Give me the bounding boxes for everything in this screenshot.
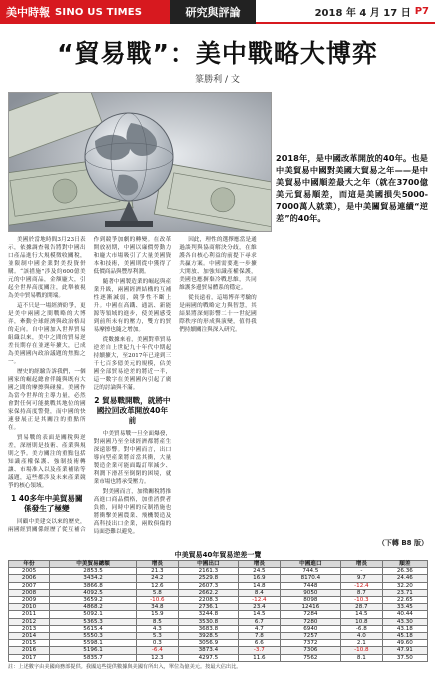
- table-cell: 12416: [280, 604, 340, 611]
- table-cell: 2016: [9, 647, 50, 654]
- table-body: [9, 568, 428, 662]
- table-cell: 2736.1: [178, 604, 238, 611]
- table-cell: 2662.2: [178, 589, 238, 596]
- body-paragraph: 對美國而言，加徵關稅將推高進口商品價格，加重消費者負擔，同時中國的反制措施也將衝擊美國農業、飛機製造及高科技出口企業，兩敗俱傷的局面恐難以避免。: [93, 489, 172, 535]
- body-paragraph: 貿易戰的表面是關稅與逆差，深層則是技術、產業與規則之爭。美方關注的重點包括知識產權保護、強制技術轉讓、市場准入以及產業補貼等議題，這些都涉及未來產業競爭的核心領域。: [8, 435, 86, 489]
- table-cell: 2009: [9, 597, 50, 604]
- table-cell: 7.8: [239, 633, 281, 640]
- table-cell: 28.7: [341, 604, 383, 611]
- brand-english-name: SINO US TIMES: [55, 6, 143, 18]
- table-cell: 3530.8: [178, 618, 238, 625]
- table-cell: 2011: [9, 611, 50, 618]
- table-cell: 2008: [9, 589, 50, 596]
- table-row: [9, 597, 428, 604]
- table-cell: 2161.3: [178, 568, 238, 575]
- table-cell: 7448: [280, 582, 340, 589]
- table-cell: 3866.8: [50, 582, 137, 589]
- table-cell: 14.5: [341, 611, 383, 618]
- table-cell: 8.7: [341, 589, 383, 596]
- table-row: [9, 604, 428, 611]
- table-cell: 3244.8: [178, 611, 238, 618]
- table-cell: 5598.1: [50, 640, 137, 647]
- table-row: [9, 640, 428, 647]
- trade-table: [8, 560, 428, 662]
- masthead: [0, 0, 435, 24]
- table-cell: 2005: [9, 568, 50, 575]
- table-column-header: 中國出口: [178, 561, 238, 568]
- table-cell: 12.3: [137, 654, 179, 661]
- table-row: [9, 611, 428, 618]
- table-cell: 744.5: [280, 568, 340, 575]
- table-cell: 2529.8: [178, 575, 238, 582]
- table-cell: 8.5: [137, 618, 179, 625]
- table-cell: 12.6: [137, 582, 179, 589]
- table-row: [9, 654, 428, 661]
- table-cell: 7562: [280, 654, 340, 661]
- table-cell: 11.6: [239, 654, 281, 661]
- brand-chinese-name: 美中時報: [6, 6, 50, 19]
- newspaper-brand: [0, 0, 170, 24]
- table-column-header: 增長: [239, 561, 281, 568]
- table-cell: 9050: [280, 589, 340, 596]
- table-cell: 34.8: [137, 604, 179, 611]
- table-cell: 5.3: [137, 633, 179, 640]
- table-row: [9, 575, 428, 582]
- table-cell: 10.8: [341, 618, 383, 625]
- table-header-row: [9, 561, 428, 568]
- table-cell: 2208.3: [178, 597, 238, 604]
- table-cell: 2017: [9, 654, 50, 661]
- table-row: [9, 568, 428, 575]
- table-cell: 8170.4: [280, 575, 340, 582]
- table-cell: 24.2: [137, 575, 179, 582]
- table-row: [9, 625, 428, 632]
- table-cell: 2.1: [341, 640, 383, 647]
- table-cell: 23.71: [382, 589, 427, 596]
- table-cell: 24.5: [239, 568, 281, 575]
- table-row: [9, 618, 428, 625]
- table-column-header: 中美貿易總額: [50, 561, 137, 568]
- body-paragraph: 隨著中國製造業的崛起與產業升級，兩國經濟結構的互補性逐漸減弱，競爭性不斷上升。中國在高鐵、通訊、新能源等領域的進步，使美國感受到前所未有的壓力，雙方的貿易摩擦也隨之增加。: [93, 279, 172, 333]
- table-cell: 2607.3: [178, 582, 238, 589]
- table-title: 中美貿易40年貿易逆差一覽: [174, 551, 262, 559]
- table-cell: 43.30: [382, 618, 427, 625]
- table-column-header: 年份: [9, 561, 50, 568]
- table-column-header: 中國進口: [280, 561, 340, 568]
- table-cell: 14.8: [239, 582, 281, 589]
- dateline: [256, 0, 435, 24]
- table-cell: 0.3: [137, 640, 179, 647]
- table-row: [9, 582, 428, 589]
- table-cell: 32.20: [382, 582, 427, 589]
- table-cell: 7280: [280, 618, 340, 625]
- table-cell: 4092.5: [50, 589, 137, 596]
- section-subhead: 1 40多年中美貿易關係發生了極變: [10, 494, 83, 513]
- table-cell: 40.44: [382, 611, 427, 618]
- table-cell: 5092.1: [50, 611, 137, 618]
- table-cell: 4.0: [341, 633, 383, 640]
- table-cell: -: [341, 568, 383, 575]
- table-cell: 9.7: [341, 575, 383, 582]
- body-paragraph: 因此，理性的選擇應當是通過談判與協商解決分歧，在維護各自核心利益的前提下尋求共贏方案。中國需要進一步擴大開放、加強知識產權保護，美國也應摒棄冷戰思維，共同維護多邊貿易體系的穩定。: [179, 237, 257, 291]
- table-column-header: 增長: [137, 561, 179, 568]
- body-paragraph: 這不只是一場經濟紛爭，更是美中兩國之間戰略的大博弈，牽動全球經濟與政治格局的走向。自中國加入世界貿易組織以來，美中之間的貿易逆差長期存在並逐年擴大，已成為美國國內政治議題的焦點之一。: [8, 303, 86, 365]
- table-cell: 23.4: [239, 604, 281, 611]
- table-cell: 22.65: [382, 597, 427, 604]
- pull-quote: 2018年，是中國改革開放的40年。也是中美貿易中國對美國大貿易之年——是中美貿易中國順差最大之年（就在3700億美元貿易順差，而這是美國損失5000-7000萬人就業），是中美關貿易連續“逆差”的40年。: [276, 153, 428, 223]
- table-cell: 7306: [280, 647, 340, 654]
- table-cell: 2010: [9, 604, 50, 611]
- body-paragraph: 回顧中美建交以來的歷史，兩國經貿關係經歷了從互補合作到競爭加劇的轉變。在改革開放初期，中國以廉價勞動力和龐大市場吸引了大量美國資本和技術，美國則從中獲得了低價商品與豐厚利潤。: [8, 237, 172, 533]
- table-cell: 2012: [9, 618, 50, 625]
- table-row: [9, 589, 428, 596]
- section-label: 研究與評論: [170, 0, 256, 24]
- table-cell: -10.8: [341, 647, 383, 654]
- table-cell: 3873.4: [178, 647, 238, 654]
- table-cell: 5550.3: [50, 633, 137, 640]
- table-footnote: 註：上述數字由美國商務部提供。我國這些提供數據與美國有所出入，單位為億美元。按最大佔出比。: [8, 663, 242, 670]
- table-cell: 2013: [9, 625, 50, 632]
- body-paragraph: 中美貿易戰一旦全面爆發，對兩國乃至全球經濟都將產生深遠影響。對中國而言，出口導向型產業將首當其衝，大量製造企業可能面臨訂單減少、利潤下滑甚至倒閉的困境，就業市場也將承受壓力。: [93, 431, 172, 485]
- section-subhead: 2 貿易戰開戰，就將中國拉回改革開放40年前: [94, 396, 171, 425]
- table-cell: 2006: [9, 575, 50, 582]
- table-cell: -12.4: [341, 582, 383, 589]
- article-headline: “貿易戰”：美中戰略大博弈: [57, 39, 378, 68]
- table-cell: 43.18: [382, 625, 427, 632]
- article-photo: [8, 92, 272, 232]
- table-cell: 14.5: [239, 611, 281, 618]
- table-cell: 2014: [9, 633, 50, 640]
- article-body: [8, 236, 428, 536]
- table-cell: -10.6: [137, 597, 179, 604]
- continued-note: （下轉 B8 版）: [377, 539, 428, 547]
- globe-and-dollar-bills-photo: [9, 93, 271, 231]
- table-cell: 15.9: [137, 611, 179, 618]
- table-cell: 45.18: [382, 633, 427, 640]
- body-paragraph: 從長遠看，這場博弈考驗的是兩國的戰略定力與智慧，其結果將深刻影響二十一世紀國際秩序的形成與演變，值得我們持續關注與深入研究。: [179, 295, 257, 333]
- table-cell: 6.6: [239, 640, 281, 647]
- table-cell: 2853.5: [50, 568, 137, 575]
- table-cell: 3056.9: [178, 640, 238, 647]
- table-cell: 8.4: [239, 589, 281, 596]
- table-cell: 3659.2: [50, 597, 137, 604]
- table-cell: 3683.8: [178, 625, 238, 632]
- page-number: P7: [414, 5, 429, 17]
- table-cell: 7372: [280, 640, 340, 647]
- table-cell: -10.3: [341, 597, 383, 604]
- table-cell: 3928.5: [178, 633, 238, 640]
- table-cell: 4.7: [239, 625, 281, 632]
- table-cell: 5365.3: [50, 618, 137, 625]
- table-cell: 5196.1: [50, 647, 137, 654]
- table-cell: 33.45: [382, 604, 427, 611]
- table-cell: 4.3: [137, 625, 179, 632]
- table-cell: 6.7: [239, 618, 281, 625]
- table-row: [9, 633, 428, 640]
- table-column-header: 順差: [382, 561, 427, 568]
- article-byline: 篆勝利 / 文: [195, 75, 240, 85]
- table-cell: 7284: [280, 611, 340, 618]
- table-cell: 7257: [280, 633, 340, 640]
- table-cell: 5.8: [137, 589, 179, 596]
- table-cell: 26.36: [382, 568, 427, 575]
- table-cell: -12.4: [239, 597, 281, 604]
- table-row: [9, 647, 428, 654]
- table-column-header: 增長: [341, 561, 383, 568]
- table-cell: 37.50: [382, 654, 427, 661]
- body-paragraph: 從數據來看，美國對華貿易逆差自上世紀九十年代中期起持續擴大，至2017年已達到三千七百多億美元的規模，佔美國全部貿易逆差的將近一半，這一數字在美國國內引起了廣泛的討論與不滿。: [93, 337, 172, 391]
- table-cell: 2015: [9, 640, 50, 647]
- table-cell: 2007: [9, 582, 50, 589]
- table-cell: 4868.2: [50, 604, 137, 611]
- table-cell: 5835.7: [50, 654, 137, 661]
- table-cell: -6.8: [341, 625, 383, 632]
- table-cell: 3434.2: [50, 575, 137, 582]
- table-cell: 4297.5: [178, 654, 238, 661]
- table-cell: 8098: [280, 597, 340, 604]
- body-paragraph: 美國於當地時間3月23日表示，依據調查報告將對中國出口產品進行大規模徵收關稅，並限制中國企業對美投資併購。“該措施”涉及約600億美元的中國商品，金額龐大，引起全世界高度關注，此舉被視為美中貿易戰的開端。: [8, 237, 86, 299]
- table-cell: 24.46: [382, 575, 427, 582]
- table-cell: 5615.4: [50, 625, 137, 632]
- body-paragraph: 歷史的經驗告訴我們，一個國家的崛起總會伴隨與既有大國之間的摩擦與碰撞。美國作為當今世界的主導力量，必然會對任何可能挑戰其地位的國家保持高度警覺，而中國的快速發展正是其關注的重點所在。: [8, 369, 86, 431]
- table-cell: 21.3: [137, 568, 179, 575]
- table-cell: -6.4: [137, 647, 179, 654]
- issue-date: 2018 年 4 月 17 日: [314, 7, 411, 19]
- table-cell: 6940: [280, 625, 340, 632]
- table-cell: -3.7: [239, 647, 281, 654]
- table-cell: 47.91: [382, 647, 427, 654]
- table-cell: 16.9: [239, 575, 281, 582]
- trade-table-section: [8, 550, 428, 692]
- table-cell: 8.1: [341, 654, 383, 661]
- table-cell: 49.60: [382, 640, 427, 647]
